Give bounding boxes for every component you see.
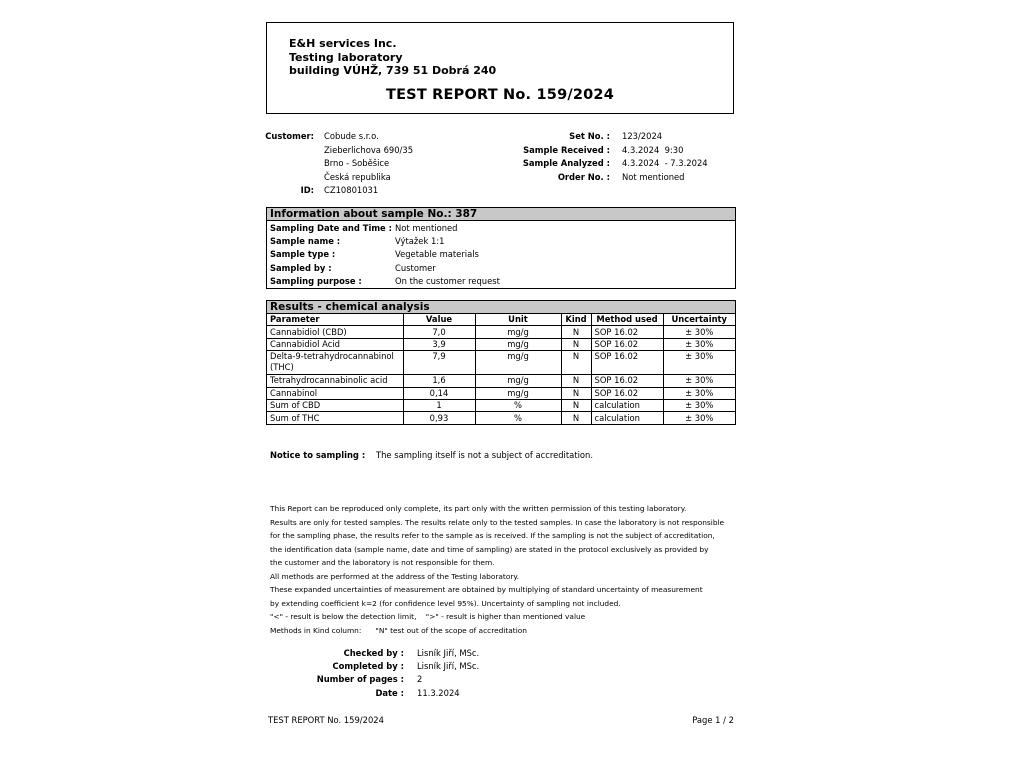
cell-value: 3,9 [403, 338, 475, 350]
sample-info-row [267, 261, 735, 274]
col-header-kind: Kind [561, 314, 591, 326]
notice-text: The sampling itself is not a subject of accreditation. [376, 450, 594, 460]
sample-received-value: 4.3.2024 9:30 [622, 145, 684, 155]
date-label: Date : [375, 688, 404, 698]
set-no-label: Set No. : [569, 131, 610, 141]
cell-kind: N [561, 351, 591, 375]
cell-uncertainty: ± 30% [663, 351, 735, 375]
table-row [267, 399, 735, 411]
footnote-line: All methods are performed at the address of the Testing laboratory. [270, 571, 520, 581]
cell-method: SOP 16.02 [591, 375, 663, 387]
sample-received-label: Sample Received : [523, 145, 610, 155]
customer-id: CZ10801031 [324, 185, 379, 195]
sample-analyzed-label: Sample Analyzed : [522, 158, 610, 168]
cell-unit: % [475, 412, 561, 424]
footnote-line: the identification data (sample name, date and time of sampling) are stated in the protocol exclusively as provided by [270, 544, 709, 554]
lab-name: Testing laboratory [289, 51, 403, 64]
sample-info-value: Výtažek 1:1 [395, 235, 445, 246]
table-row [267, 326, 735, 338]
footnote-line: Results are only for tested samples. The results relate only to the tested samples. In case the laboratory is not responsible [270, 517, 725, 527]
cell-method: SOP 16.02 [591, 326, 663, 338]
footnote-line: Methods in Kind column: "N" test out of the scope of accreditation [270, 625, 527, 635]
checked-by-value: Lisník Jiří, MSc. [417, 648, 480, 658]
footnote-line: This Report can be reproduced only complete, its part only with the written permission of this testing laboratory. [270, 504, 687, 513]
cell-parameter: Sum of THC [267, 412, 403, 424]
customer-id-label: ID: [300, 185, 314, 195]
pages-value: 2 [417, 674, 423, 684]
cell-uncertainty: ± 30% [663, 338, 735, 350]
sample-info-value: On the customer request [395, 275, 500, 286]
sample-info-label: Sampling Date and Time : [270, 222, 393, 233]
cell-parameter: Delta-9-tetrahydrocannabinol (THC) [267, 351, 403, 375]
cell-kind: N [561, 387, 591, 399]
cell-kind: N [561, 375, 591, 387]
table-row [267, 351, 735, 375]
sample-info-label: Sample name : [270, 235, 341, 246]
table-row [267, 375, 735, 387]
col-header-parameter: Parameter [267, 314, 403, 326]
results-section [266, 300, 736, 425]
sample-info-label: Sample type : [270, 249, 336, 260]
cell-uncertainty: ± 30% [663, 399, 735, 411]
footnote-line: These expanded uncertainties of measurement are obtained by multiplying of standard uncertainty of measurement [270, 585, 703, 594]
cell-value: 0,14 [403, 387, 475, 399]
customer-line: Brno - Soběšice [324, 158, 390, 168]
cell-value: 0,93 [403, 412, 475, 424]
cell-unit: mg/g [475, 338, 561, 350]
sample-info-row [267, 221, 735, 234]
footnote-line: the customer and the laboratory is not responsible for them. [270, 558, 495, 567]
cell-method: SOP 16.02 [591, 338, 663, 350]
sample-info-heading: Information about sample No.: 387 [267, 208, 735, 221]
table-row [267, 412, 735, 424]
results-heading: Results - chemical analysis [267, 301, 735, 314]
customer-label: Customer: [265, 131, 314, 141]
order-no-value: Not mentioned [622, 172, 685, 182]
col-header-value: Value [403, 314, 475, 326]
cell-unit: mg/g [475, 326, 561, 338]
sample-info-label: Sampled by : [270, 262, 332, 273]
order-no-label: Order No. : [557, 172, 610, 182]
cell-parameter: Cannabidiol (CBD) [267, 326, 403, 338]
cell-method: calculation [591, 412, 663, 424]
col-header-uncertainty: Uncertainty [663, 314, 735, 326]
sample-info-row [267, 234, 735, 247]
results-header-row [267, 314, 735, 326]
col-header-method: Method used [591, 314, 663, 326]
footnotes [270, 502, 724, 637]
cell-parameter: Sum of CBD [267, 399, 403, 411]
sample-info-label: Sampling purpose : [270, 275, 362, 286]
table-row [267, 387, 735, 399]
page-number: Page 1 / 2 [692, 715, 734, 725]
cell-value: 7,0 [403, 326, 475, 338]
cell-uncertainty: ± 30% [663, 375, 735, 387]
customer-line: Zieberlichova 690/35 [324, 145, 414, 155]
cell-parameter: Cannabidiol Acid [267, 338, 403, 350]
completed-by-value: Lisník Jiří, MSc. [417, 661, 480, 671]
cell-unit: mg/g [475, 375, 561, 387]
cell-kind: N [561, 326, 591, 338]
cell-kind: N [561, 412, 591, 424]
sample-info-row [267, 274, 735, 287]
customer-line: Česká republika [324, 172, 391, 182]
sample-info-section [266, 207, 736, 289]
col-header-unit: Unit [475, 314, 561, 326]
pages-label: Number of pages : [316, 674, 404, 684]
cell-value: 7,9 [403, 351, 475, 375]
cell-unit: mg/g [475, 387, 561, 399]
cell-kind: N [561, 338, 591, 350]
cell-kind: N [561, 399, 591, 411]
cell-parameter: Tetrahydrocannabinolic acid [267, 375, 403, 387]
cell-unit: mg/g [475, 351, 561, 375]
date-value: 11.3.2024 [417, 688, 460, 698]
customer-line: Cobude s.r.o. [324, 131, 379, 141]
completed-by-label: Completed by : [332, 661, 404, 671]
lab-address: building VÚHŽ, 739 51 Dobrá 240 [289, 64, 497, 77]
table-row [267, 338, 735, 350]
set-no-value: 123/2024 [622, 131, 663, 141]
cell-parameter: Cannabinol [267, 387, 403, 399]
cell-unit: % [475, 399, 561, 411]
report-header [266, 22, 734, 114]
cell-uncertainty: ± 30% [663, 412, 735, 424]
cell-value: 1 [403, 399, 475, 411]
notice-label: Notice to sampling : [270, 450, 366, 460]
cell-method: calculation [591, 399, 663, 411]
sample-info-value: Customer [395, 262, 436, 273]
checked-by-label: Checked by : [343, 648, 404, 658]
footnote-line: by extending coefficient k=2 (for confidence level 95%). Uncertainty of sampling not included. [270, 598, 621, 608]
cell-uncertainty: ± 30% [663, 387, 735, 399]
cell-method: SOP 16.02 [591, 351, 663, 375]
report-title: TEST REPORT No. 159/2024 [385, 87, 615, 103]
cell-uncertainty: ± 30% [663, 326, 735, 338]
sample-analyzed-value: 4.3.2024 - 7.3.2024 [622, 158, 708, 168]
sample-info-row [267, 248, 735, 261]
footnote-line: for the sampling phase, the results refer to the sample as is received. If the sampling is not the subject of accreditation, [270, 531, 715, 540]
cell-method: SOP 16.02 [591, 387, 663, 399]
results-table [267, 314, 735, 424]
company-name: E&H services Inc. [289, 37, 397, 50]
sample-info-table [267, 221, 735, 287]
footer-report-no: TEST REPORT No. 159/2024 [268, 715, 384, 725]
footnote-line: "<" - result is below the detection limit, ">" - result is higher than mentioned value [270, 612, 586, 621]
sample-info-value: Vegetable materials [395, 249, 479, 260]
cell-value: 1,6 [403, 375, 475, 387]
sample-info-value: Not mentioned [395, 222, 458, 233]
